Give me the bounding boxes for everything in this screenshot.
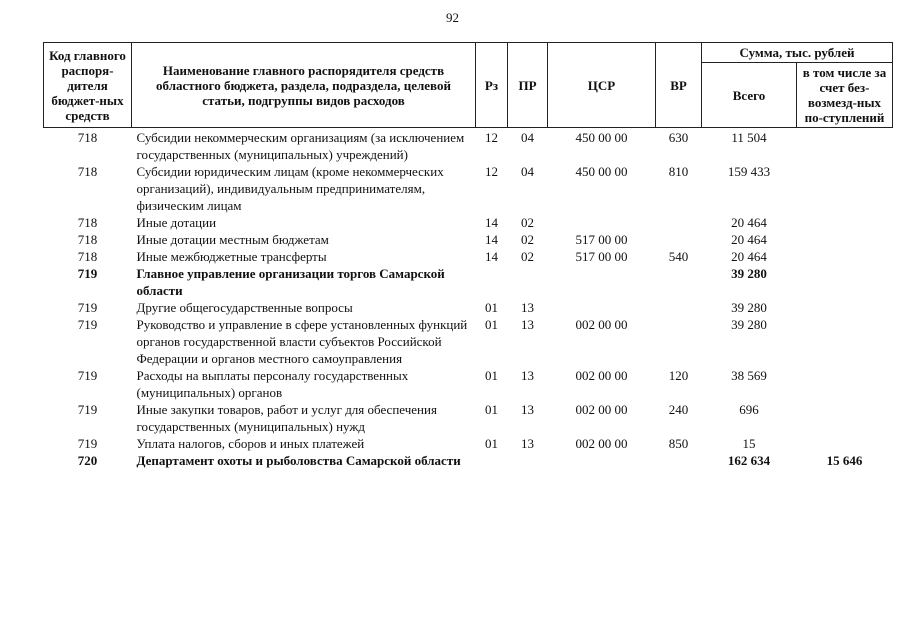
cell-vr: [656, 316, 702, 367]
cell-csr: 450 00 00: [575, 130, 628, 145]
cell-incl: [797, 231, 893, 248]
cell-rz: [476, 452, 508, 469]
cell-rz: 12: [485, 130, 498, 145]
cell-code: 719: [77, 368, 98, 383]
cell-csr: 002 00 00: [575, 402, 628, 417]
cell-incl: [797, 248, 893, 265]
cell-total: 11 504: [731, 130, 767, 145]
cell-code: 718: [77, 215, 98, 230]
cell-name: Иные межбюджетные трансферты: [136, 249, 327, 264]
cell-code: 720: [77, 453, 98, 468]
cell-pr: 02: [521, 249, 534, 264]
cell-vr: 540: [668, 249, 689, 264]
header-vr: ВР: [656, 43, 702, 128]
cell-vr: [656, 265, 702, 299]
cell-name: Уплата налогов, сборов и иных платежей: [136, 436, 365, 451]
cell-total: 20 464: [731, 249, 767, 264]
header-total: Всего: [702, 63, 797, 128]
cell-vr: [656, 299, 702, 316]
cell-total: 162 634: [727, 453, 771, 468]
cell-code: 719: [77, 317, 98, 332]
cell-incl: [797, 401, 893, 435]
cell-total: 159 433: [727, 164, 771, 179]
cell-csr: [548, 299, 656, 316]
cell-incl: [797, 435, 893, 452]
cell-code: 718: [77, 130, 98, 145]
cell-csr: [548, 265, 656, 299]
cell-total: 20 464: [731, 232, 767, 247]
cell-code: 719: [77, 402, 98, 417]
cell-pr: 13: [521, 436, 534, 451]
cell-name: Субсидии некоммерческим организациям (за исключением государственных (муниципальных) учреждений): [136, 130, 465, 162]
cell-total: 39 280: [731, 300, 767, 315]
cell-name: Главное управление организации торгов Самарской области: [136, 266, 445, 298]
cell-rz: 01: [485, 368, 498, 383]
cell-vr: 120: [668, 368, 689, 383]
cell-csr: 517 00 00: [575, 249, 628, 264]
cell-rz: 01: [485, 300, 498, 315]
page-number: 92: [446, 10, 459, 25]
cell-name: Департамент охоты и рыболовства Самарской области: [136, 453, 461, 468]
table-row: [44, 163, 893, 214]
cell-rz: 01: [485, 436, 498, 451]
table-body: [44, 128, 893, 470]
cell-name: Руководство и управление в сфере установленных функций органов государственной власти субъектов Российской Федерации и органов местного самоуправления: [136, 317, 468, 366]
cell-pr: 13: [521, 300, 534, 315]
cell-incl: [797, 316, 893, 367]
cell-rz: 14: [485, 249, 498, 264]
cell-pr: 04: [521, 164, 534, 179]
cell-pr: 02: [521, 215, 534, 230]
cell-name: Иные дотации местным бюджетам: [136, 232, 329, 247]
cell-incl: [797, 265, 893, 299]
cell-csr: 002 00 00: [575, 317, 628, 332]
cell-vr: [656, 231, 702, 248]
cell-rz: 01: [485, 317, 498, 332]
cell-code: 718: [77, 164, 98, 179]
cell-total: 15: [742, 436, 756, 451]
cell-vr: 630: [668, 130, 689, 145]
cell-vr: 810: [668, 164, 689, 179]
header-incl: в том числе за счет без-возмезд-ных по-ступлений: [797, 63, 893, 128]
cell-rz: 01: [485, 402, 498, 417]
cell-name: Иные закупки товаров, работ и услуг для обеспечения государственных (муниципальных) нужд: [136, 402, 437, 434]
table-row: [44, 265, 893, 299]
cell-pr: 13: [521, 317, 534, 332]
table-row: [44, 231, 893, 248]
table-row: [44, 214, 893, 231]
table-row: [44, 401, 893, 435]
cell-csr: [548, 214, 656, 231]
header-csr: ЦСР: [548, 43, 656, 128]
cell-pr: 13: [521, 402, 534, 417]
header-code: Код главного распоря-дителя бюджет-ных средств: [44, 43, 132, 128]
cell-total: 39 280: [731, 317, 767, 332]
cell-incl: [797, 214, 893, 231]
cell-code: 718: [77, 232, 98, 247]
cell-csr: 002 00 00: [575, 368, 628, 383]
cell-rz: 12: [485, 164, 498, 179]
header-name: Наименование главного распорядителя средств областного бюджета, раздела, подраздела, целевой статьи, подгруппы видов расходов: [132, 43, 476, 128]
cell-rz: 14: [485, 232, 498, 247]
cell-name: Другие общегосударственные вопросы: [136, 300, 353, 315]
cell-csr: 450 00 00: [575, 164, 628, 179]
table-header: [44, 43, 893, 128]
table-row: [44, 316, 893, 367]
cell-name: Расходы на выплаты персоналу государственных (муниципальных) органов: [136, 368, 409, 400]
table-row: [44, 128, 893, 164]
cell-rz: 14: [485, 215, 498, 230]
cell-incl: [797, 128, 893, 164]
cell-code: 719: [77, 266, 98, 281]
header-pr: ПР: [508, 43, 548, 128]
cell-incl: [797, 299, 893, 316]
header-rz: Рз: [476, 43, 508, 128]
cell-csr: 002 00 00: [575, 436, 628, 451]
cell-total: 38 569: [731, 368, 767, 383]
table-row: [44, 248, 893, 265]
cell-rz: [476, 265, 508, 299]
table-row: [44, 367, 893, 401]
cell-csr: [548, 452, 656, 469]
cell-code: 719: [77, 300, 98, 315]
cell-incl: [797, 367, 893, 401]
cell-pr: [508, 265, 548, 299]
cell-total: 20 464: [731, 215, 767, 230]
cell-code: 718: [77, 249, 98, 264]
cell-vr: 240: [668, 402, 689, 417]
table-row: [44, 299, 893, 316]
cell-incl: [797, 163, 893, 214]
cell-name: Субсидии юридическим лицам (кроме некоммерческих организаций), индивидуальным предпринимателям, физическим лицам: [136, 164, 444, 213]
budget-table: [43, 42, 893, 469]
table-row: [44, 452, 893, 469]
cell-name: Иные дотации: [136, 215, 217, 230]
cell-vr: [656, 214, 702, 231]
cell-vr: 850: [668, 436, 689, 451]
cell-pr: [508, 452, 548, 469]
cell-incl: 15 646: [826, 453, 863, 468]
cell-pr: 13: [521, 368, 534, 383]
cell-total: 696: [739, 402, 759, 417]
cell-vr: [656, 452, 702, 469]
cell-code: 719: [77, 436, 98, 451]
cell-total: 39 280: [731, 266, 767, 281]
cell-pr: 04: [521, 130, 534, 145]
table-row: [44, 435, 893, 452]
cell-csr: 517 00 00: [575, 232, 628, 247]
cell-pr: 02: [521, 232, 534, 247]
header-sum-group: Сумма, тыс. рублей: [702, 43, 893, 63]
